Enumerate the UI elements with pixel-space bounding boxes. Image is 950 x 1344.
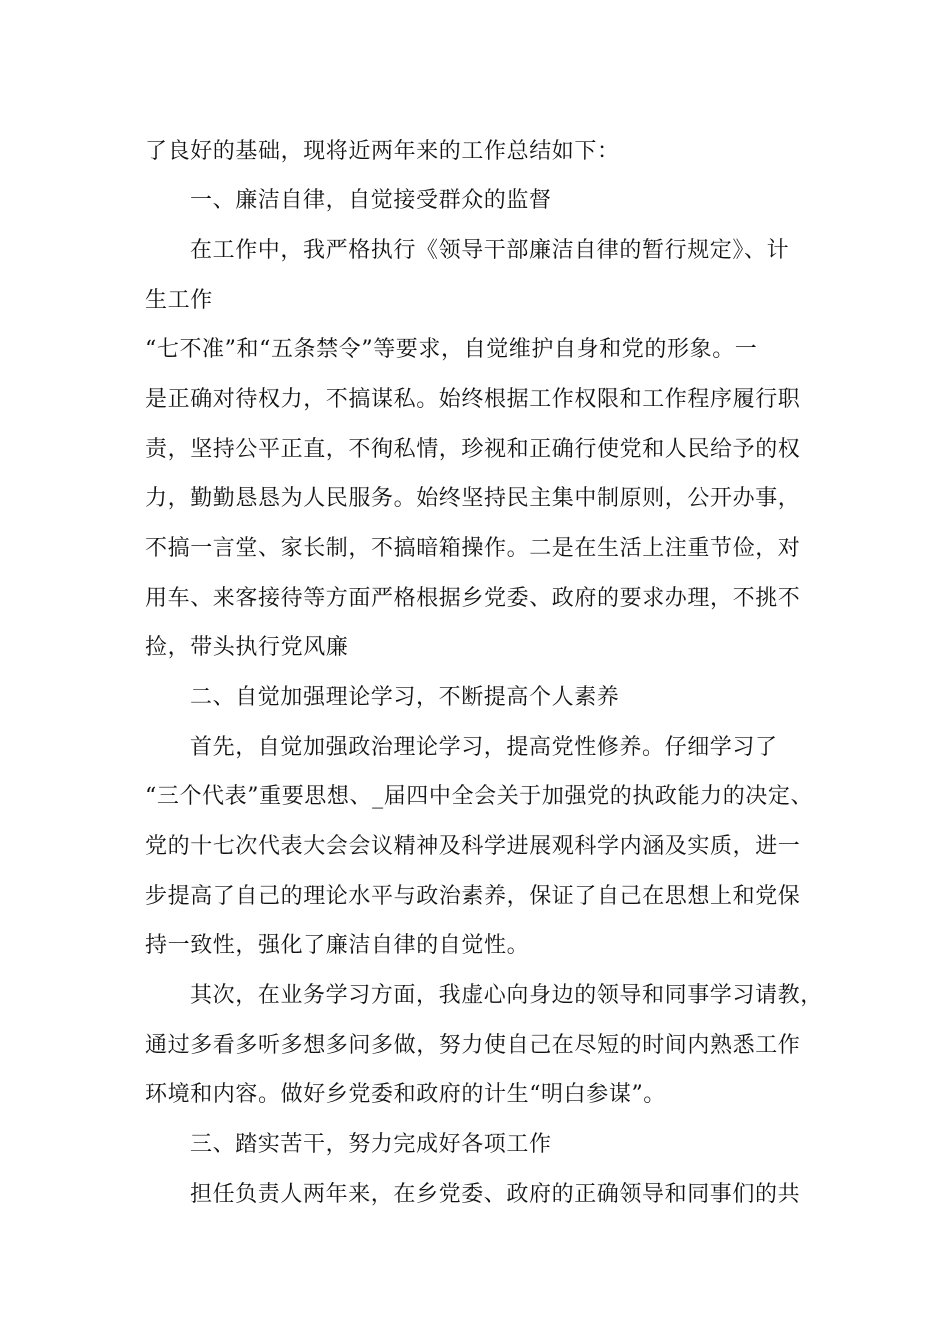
body-text-line: 生工作 [145, 288, 213, 313]
body-text-line: 持一致性，强化了廉洁自律的自觉性。 [145, 933, 530, 958]
paragraph-first-line: 首先，自觉加强政治理论学习，提高党性修养。仔细学习了 [190, 735, 778, 760]
body-text-line: 步提高了自己的理论水平与政治素养，保证了自己在思想上和党保 [145, 884, 801, 909]
body-text-line: 捡，带头执行党风廉 [145, 635, 349, 660]
body-text-line: 不搞一言堂、家长制，不搞暗箱操作。二是在生活上注重节俭，对 [145, 536, 801, 561]
paragraph-first-line: 在工作中，我严格执行《领导干部廉洁自律的暂行规定》、计 [190, 238, 790, 263]
body-text-line: “三个代表”重要思想、_届四中全会关于加强党的执政能力的决定、 [145, 784, 814, 809]
body-text-line: 通过多看多听多想多问多做，努力使自己在尽短的时间内熟悉工作 [145, 1033, 801, 1058]
section-heading: 三、踏实苦干，努力完成好各项工作 [190, 1132, 552, 1157]
body-text-line: 了良好的基础，现将近两年来的工作总结如下： [145, 139, 620, 164]
body-text-line: 用车、来客接待等方面严格根据乡党委、政府的要求办理，不挑不 [145, 586, 801, 611]
paragraph-first-line: 担任负责人两年来，在乡党委、政府的正确领导和同事们的共 [190, 1182, 801, 1207]
section-heading: 二、自觉加强理论学习，不断提高个人素养 [190, 685, 620, 710]
body-text-line: 是正确对待权力，不搞谋私。始终根据工作权限和工作程序履行职 [145, 387, 801, 412]
body-text-line: “七不准”和“五条禁令”等要求，自觉维护自身和党的形象。一 [145, 337, 758, 362]
paragraph-first-line: 其次，在业务学习方面，我虚心向身边的领导和同事学习请教， [190, 983, 823, 1008]
body-text-line: 环境和内容。做好乡党委和政府的计生“明白参谋”。 [145, 1082, 666, 1107]
body-text-line: 力，勤勤恳恳为人民服务。始终坚持民主集中制原则，公开办事， [145, 486, 801, 511]
section-heading: 一、廉洁自律，自觉接受群众的监督 [190, 188, 552, 213]
body-text-line: 责，坚持公平正直，不徇私情，珍视和正确行使党和人民给予的权 [145, 437, 801, 462]
body-text-line: 党的十七次代表大会会议精神及科学进展观科学内涵及实质，进一 [145, 834, 801, 859]
